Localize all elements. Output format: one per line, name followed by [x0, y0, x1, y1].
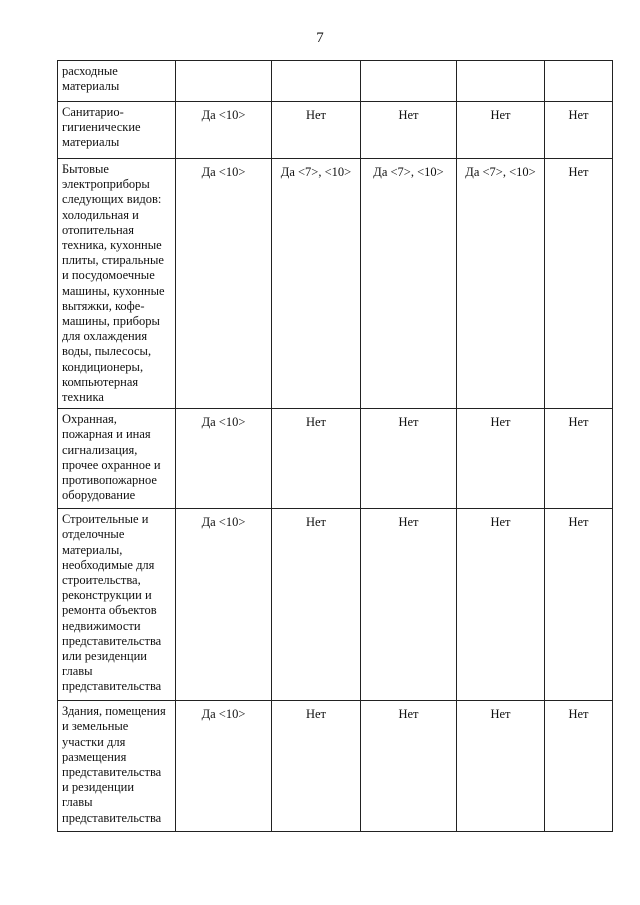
- row-label: Здания, помещения и земельные участки для размещения представительства и резиденции главы представительства: [62, 704, 166, 825]
- value-cell: Да <10>: [176, 409, 272, 509]
- row-label: Санитарио- гигиенические материалы: [62, 105, 141, 150]
- value-cell: Нет: [545, 509, 613, 701]
- value-cell: [457, 61, 545, 102]
- row-label-cell: [58, 159, 176, 409]
- value-cell: Нет: [457, 509, 545, 701]
- value-cell: [361, 61, 457, 102]
- row-label: расходные материалы: [62, 64, 120, 94]
- value-cell: Нет: [457, 701, 545, 832]
- table-row: [58, 159, 613, 409]
- value-cell: [176, 61, 272, 102]
- row-label-cell: [58, 61, 176, 102]
- row-label-cell: [58, 701, 176, 832]
- value-cell: Нет: [272, 701, 361, 832]
- value-cell: Да <10>: [176, 102, 272, 159]
- value-cell: Нет: [545, 102, 613, 159]
- value-cell: Нет: [272, 509, 361, 701]
- value-cell: Да <10>: [176, 509, 272, 701]
- value-cell: Да <7>, <10>: [361, 159, 457, 409]
- value-cell: Нет: [457, 102, 545, 159]
- row-label: Бытовые электроприборы следующих видов: холодильная и отопительная техника, кухонные плиты, стиральные и посудомоечные машины, кухонные вытяжки, кофе- машины, приборы для охлаждения воды, пылесосы, кондиционеры, компьютерная техника: [62, 162, 165, 405]
- table-row: [58, 509, 613, 701]
- page-number: 7: [316, 30, 324, 46]
- value-cell: Да <10>: [176, 159, 272, 409]
- row-label-cell: [58, 102, 176, 159]
- row-label-cell: [58, 409, 176, 509]
- value-cell: Нет: [457, 409, 545, 509]
- table-row: [58, 701, 613, 832]
- value-cell: Нет: [272, 102, 361, 159]
- value-cell: Нет: [545, 159, 613, 409]
- table-row: [58, 409, 613, 509]
- requirements-table: [57, 60, 613, 832]
- value-cell: Да <10>: [176, 701, 272, 832]
- table-row: [58, 61, 613, 102]
- value-cell: Нет: [545, 701, 613, 832]
- value-cell: [545, 61, 613, 102]
- value-cell: Нет: [272, 409, 361, 509]
- value-cell: Нет: [545, 409, 613, 509]
- value-cell: Нет: [361, 509, 457, 701]
- value-cell: Нет: [361, 102, 457, 159]
- value-cell: [272, 61, 361, 102]
- value-cell: Нет: [361, 701, 457, 832]
- value-cell: Да <7>, <10>: [457, 159, 545, 409]
- row-label: Охранная, пожарная и иная сигнализация, прочее охранное и противопожарное оборудование: [62, 412, 161, 503]
- value-cell: Да <7>, <10>: [272, 159, 361, 409]
- value-cell: Нет: [361, 409, 457, 509]
- table-row: [58, 102, 613, 159]
- row-label: Строительные и отделочные материалы, необходимые для строительства, реконструкции и ремонта объектов недвижимости представительства или резиденции главы представительства: [62, 512, 162, 694]
- row-label-cell: [58, 509, 176, 701]
